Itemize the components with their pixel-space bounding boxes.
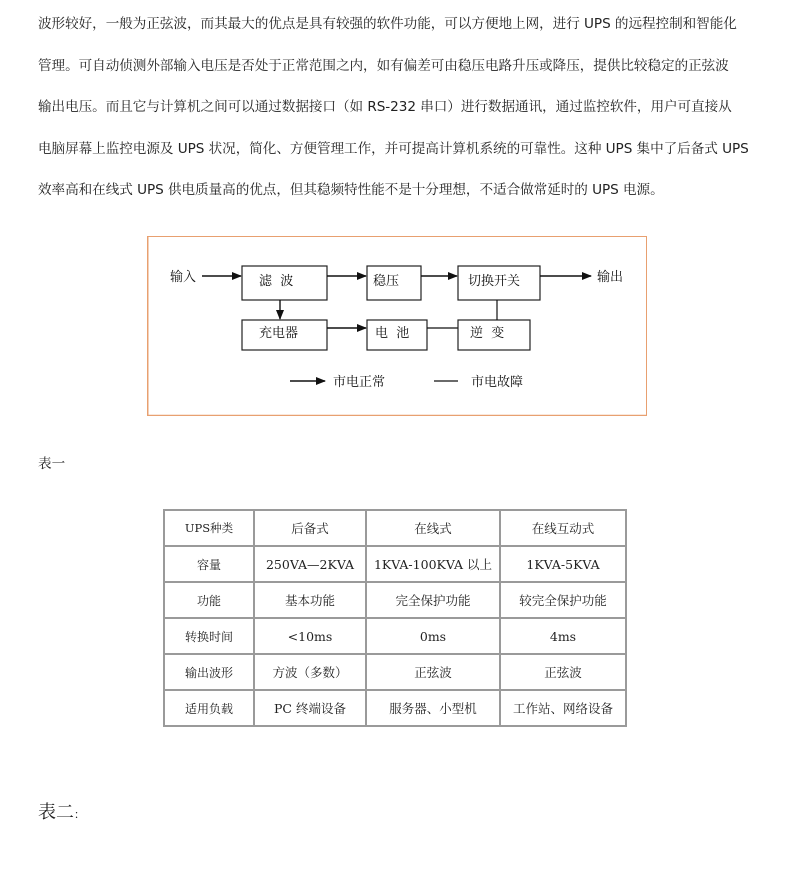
table2-caption-colon: ：: [74, 808, 85, 821]
paragraph-line: 电脑屏幕上监控电源及 UPS 状况，简化、方便管理工作，并可提高计算机系统的可靠性。这种 UPS 集中了后备式 UPS: [38, 140, 749, 157]
table-header-row: [164, 510, 626, 546]
battery-label: 电 池: [375, 326, 410, 341]
table-cell: 容量: [164, 546, 254, 582]
table2-caption-text: 表二: [38, 802, 74, 823]
table-cell: 正弦波: [500, 654, 626, 690]
table-cell: 基本功能: [254, 582, 366, 618]
table-cell: 输出波形: [164, 654, 254, 690]
table-row: [164, 618, 626, 654]
input-label: 输入: [170, 270, 197, 285]
table-cell: 服务器、小型机: [366, 690, 500, 726]
table-cell: PC 终端设备: [254, 690, 366, 726]
table-row: [164, 582, 626, 618]
table-cell: 方波（多数）: [254, 654, 366, 690]
intro-paragraph: [38, 16, 760, 224]
table-cell: 适用负载: [164, 690, 254, 726]
table-cell: 1KVA-100KVA 以上: [366, 546, 500, 582]
table-cell: 完全保护功能: [366, 582, 500, 618]
table-cell: 转换时间: [164, 618, 254, 654]
table-row: [164, 654, 626, 690]
table-cell: 功能: [164, 582, 254, 618]
table1-caption: 表一: [38, 456, 66, 472]
filter-label: 滤 波: [259, 274, 294, 289]
legend-normal-label: 市电正常: [333, 375, 386, 390]
inverter-label: 逆 变: [470, 326, 505, 341]
table-cell: 4ms: [500, 618, 626, 654]
table-cell: 正弦波: [366, 654, 500, 690]
table-cell: 250VA—2KVA: [254, 546, 366, 582]
legend-fault-label: 市电故障: [471, 375, 524, 390]
ups-block-diagram: [147, 236, 647, 416]
table-cell: 在线式: [366, 510, 500, 546]
table-cell: <10ms: [254, 618, 366, 654]
paragraph-line: 效率高和在线式 UPS 供电质量高的优点，但其稳频特性能不是十分理想，不适合做常延时的 UPS 电源。: [38, 182, 664, 198]
table-cell: 1KVA-5KVA: [500, 546, 626, 582]
table-cell: 在线互动式: [500, 510, 626, 546]
table-cell: 0ms: [366, 618, 500, 654]
table-cell: 工作站、网络设备: [500, 690, 626, 726]
regulator-label: 稳压: [373, 274, 400, 289]
output-label: 输出: [597, 270, 624, 285]
table2-caption: [38, 798, 85, 824]
table-cell: 较完全保护功能: [500, 582, 626, 618]
paragraph-line: 管理。可自动侦测外部输入电压是否处于正常范围之内，如有偏差可由稳压电路升压或降压，提供比较稳定的正弦波: [38, 57, 729, 74]
switch-label: 切换开关: [468, 274, 521, 289]
ups-comparison-table: [163, 509, 627, 727]
paragraph-line: 输出电压。而且它与计算机之间可以通过数据接口（如 RS-232 串口）进行数据通讯，通过监控软件，用户可直接从: [38, 99, 732, 115]
table-row: [164, 690, 626, 726]
charger-label: 充电器: [259, 326, 299, 341]
table-cell: 后备式: [254, 510, 366, 546]
table-cell: UPS种类: [164, 510, 254, 546]
table-row: [164, 546, 626, 582]
paragraph-line: 波形较好，一般为正弦波，而其最大的优点是具有较强的软件功能，可以方便地上网，进行 UPS 的远程控制和智能化: [38, 16, 737, 32]
